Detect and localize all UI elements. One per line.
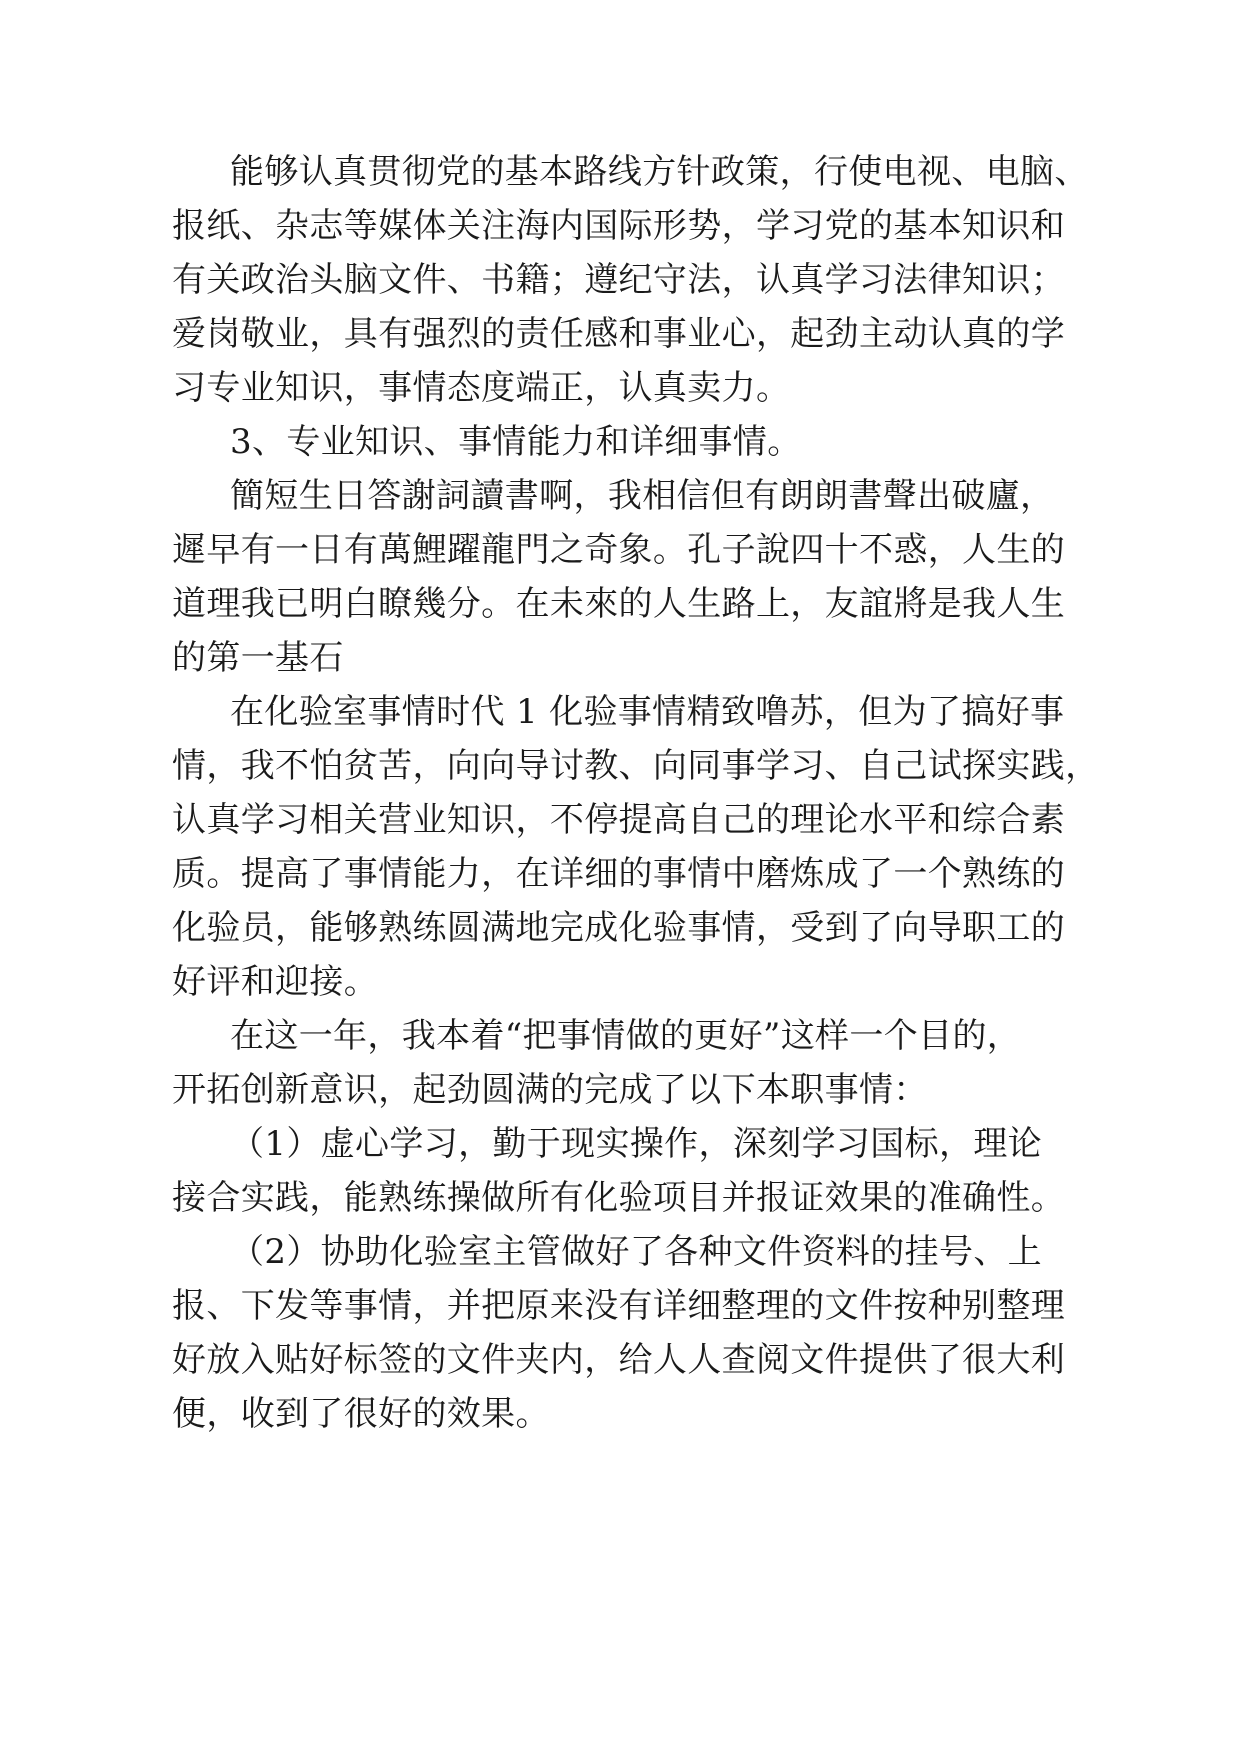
text-line: 在化验室事情时代 1 化验事情精致噜苏，但为了搞好事: [230, 692, 1065, 732]
list-item-line: 报、下发等事情，并把原来没有详细整理的文件按种别整理: [172, 1286, 1066, 1326]
text-line: 在这一年，我本着“把事情做的更好”这样一个目的，: [230, 1016, 1022, 1056]
text-line: 的第一基石: [172, 638, 344, 678]
list-item-line: 便，收到了很好的效果。: [172, 1394, 550, 1434]
text-line: 习专业知识，事情态度端正，认真卖力。: [172, 368, 791, 408]
text-line: 好评和迎接。: [172, 962, 379, 1002]
section-heading: 3、专业知识、事情能力和详细事情。: [230, 422, 802, 462]
list-item-line: （2）协助化验室主管做好了各种文件资料的挂号、上: [230, 1232, 1043, 1272]
text-line: 报纸、杂志等媒体关注海内国际形势，学习党的基本知识和: [172, 206, 1066, 246]
text-line: 情，我不怕贫苦，向向导讨教、向同事学习、自己试探实践，: [172, 746, 1100, 786]
text-line: 开拓创新意识，起劲圆满的完成了以下本职事情：: [172, 1070, 928, 1110]
text-line: 化验员，能够熟练圆满地完成化验事情，受到了向导职工的: [172, 908, 1066, 948]
text-line: 道理我已明白瞭幾分。在未來的人生路上，友誼將是我人生: [172, 584, 1066, 624]
text-line: 有关政治头脑文件、书籍；遵纪守法，认真学习法律知识；: [172, 260, 1066, 300]
text-line: 爱岗敬业，具有强烈的责任感和事业心，起劲主动认真的学: [172, 314, 1066, 354]
list-item-line: 接合实践，能熟练操做所有化验项目并报证效果的准确性。: [172, 1178, 1066, 1218]
text-line: 遲早有一日有萬鯉躍龍門之奇象。孔子說四十不惑，人生的: [172, 530, 1066, 570]
text-line: 能够认真贯彻党的基本路线方针政策，行使电视、电脑、: [230, 152, 1089, 192]
text-line: 认真学习相关营业知识，不停提高自己的理论水平和综合素: [172, 800, 1066, 840]
text-line: 簡短生日答謝詞讀書啊，我相信但有朗朗書聲出破廬，: [230, 476, 1055, 516]
text-line: 质。提高了事情能力，在详细的事情中磨炼成了一个熟练的: [172, 854, 1066, 894]
list-item-line: （1）虚心学习，勤于现实操作，深刻学习国标，理论: [230, 1124, 1043, 1164]
list-item-line: 好放入贴好标签的文件夹内，给人人查阅文件提供了很大利: [172, 1340, 1066, 1380]
